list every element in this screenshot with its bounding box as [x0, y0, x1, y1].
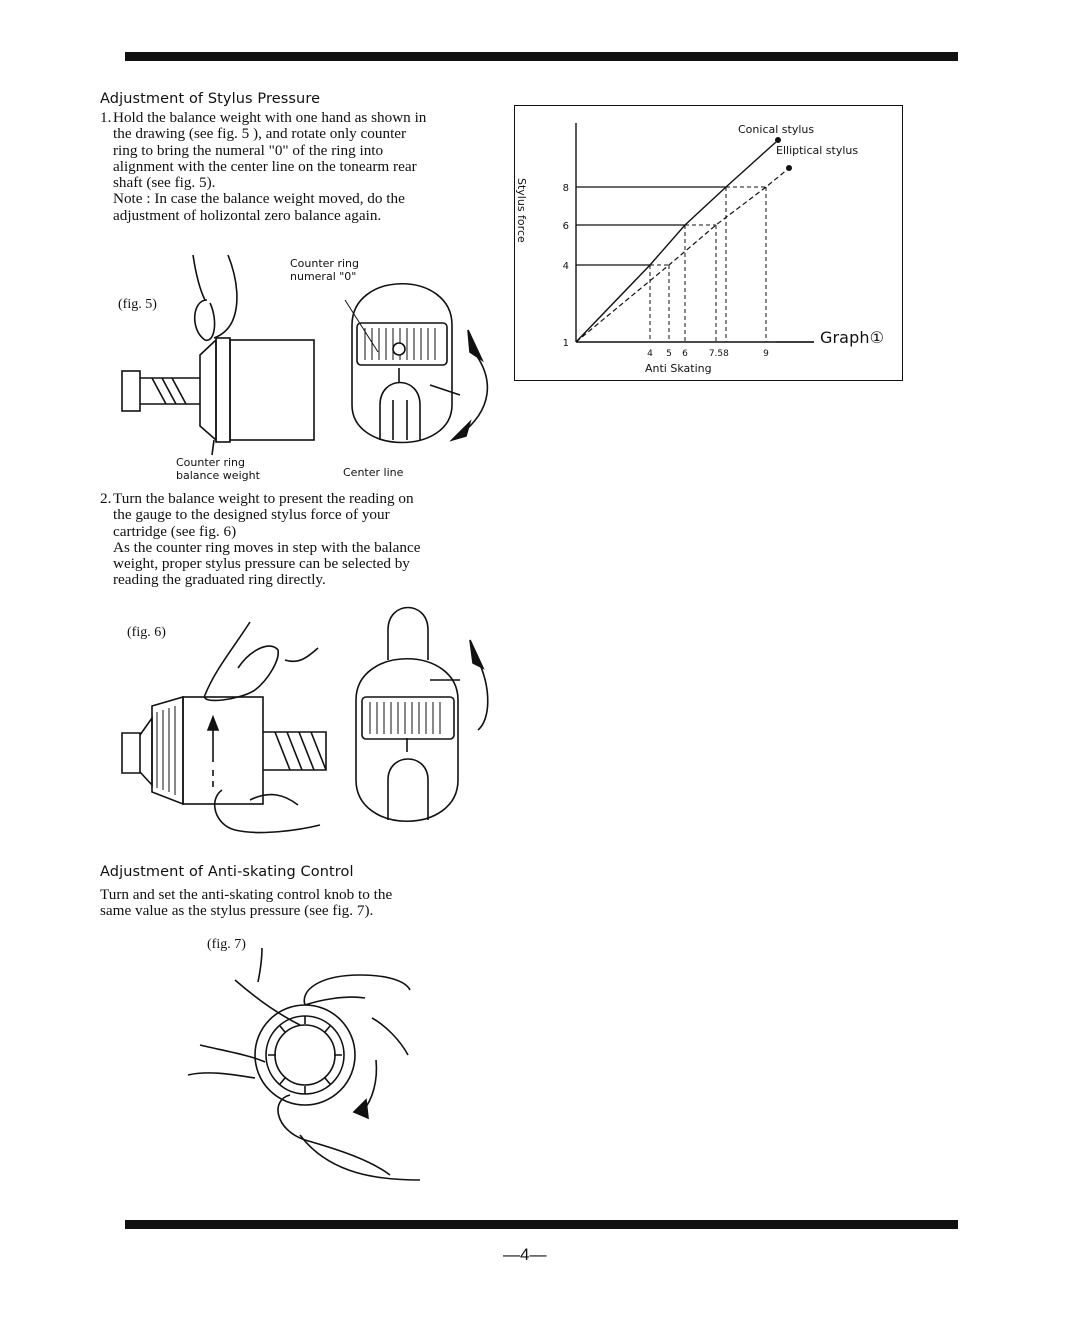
graph-title: Graph① [820, 328, 885, 347]
step-1-line: shaft (see fig. 5). [113, 174, 216, 192]
series-line-conical-stylus [576, 142, 776, 342]
graph-x-tick-label: 7.5 [708, 349, 724, 359]
step-1-note: adjustment of holizontal zero balance again. [113, 206, 382, 224]
step-1-note: Note : In case the balance weight moved, do the [113, 190, 405, 208]
anti-skating-line: Turn and set the anti-skating control knob to the [100, 886, 393, 903]
step-2-number: 2. [100, 490, 112, 507]
counter-ring-label: Counter ring [176, 456, 245, 469]
step-1-line: Hold the balance weight with one hand as shown in [113, 109, 427, 126]
graph-y-axis-label: Stylus force [515, 178, 528, 243]
graph-y-tick-label: 6 [562, 221, 569, 232]
section-heading-stylus-pressure: Adjustment of Stylus Pressure [100, 91, 321, 107]
section-heading-anti-skating: Adjustment of Anti-skating Control [100, 864, 354, 880]
balance-weight-label: balance weight [176, 469, 260, 482]
legend-marker-elliptical [786, 165, 792, 171]
fig-7-label: (fig. 7) [207, 937, 246, 952]
step-1-line: alignment with the center line on the tonearm rear [113, 157, 417, 175]
series-line-elliptical-stylus [576, 169, 788, 342]
graph-x-tick-label: 5 [666, 349, 672, 359]
graph-y-tick-label: 1 [562, 338, 569, 349]
fig-5-label: (fig. 5) [118, 297, 157, 312]
graph-y-tick-label: 8 [562, 183, 569, 194]
legend-marker-conical [775, 137, 781, 143]
step-2-line: reading the graduated ring directly. [113, 571, 326, 589]
graph-x-tick-label: 4 [647, 349, 653, 359]
step-2-line: cartridge (see fig. 6) [113, 522, 237, 540]
legend-elliptical-stylus: Elliptical stylus [776, 144, 859, 157]
step-1-line: the drawing (see fig. 5 ), and rotate only counter [113, 125, 407, 143]
step-2-line: the gauge to the designed stylus force of your [113, 506, 390, 524]
counter-ring-numeral-label: Counter ring numeral "0" [290, 257, 359, 283]
page-number: —4— [503, 1245, 547, 1264]
legend-conical-stylus: Conical stylus [738, 123, 815, 136]
step-2-line: As the counter ring moves in step with the balance [113, 538, 421, 556]
graph-x-tick-label: 6 [682, 349, 688, 359]
graph-x-axis-label: Anti Skating [645, 362, 712, 375]
step-1-number: 1. [100, 109, 112, 126]
fig-6-label: (fig. 6) [127, 625, 166, 640]
step-1-line: ring to bring the numeral "0" of the ring into [113, 141, 384, 159]
step-2-line: weight, proper stylus pressure can be selected by [113, 555, 410, 573]
anti-skating-line: same value as the stylus pressure (see fig. 7). [100, 902, 374, 920]
graph-x-tick-label: 8 [723, 349, 729, 359]
graph-y-tick-label: 4 [562, 261, 569, 272]
center-line-label: Center line [343, 466, 404, 479]
step-2-line: Turn the balance weight to present the reading on [113, 490, 414, 507]
graph-x-tick-label: 9 [763, 349, 769, 359]
